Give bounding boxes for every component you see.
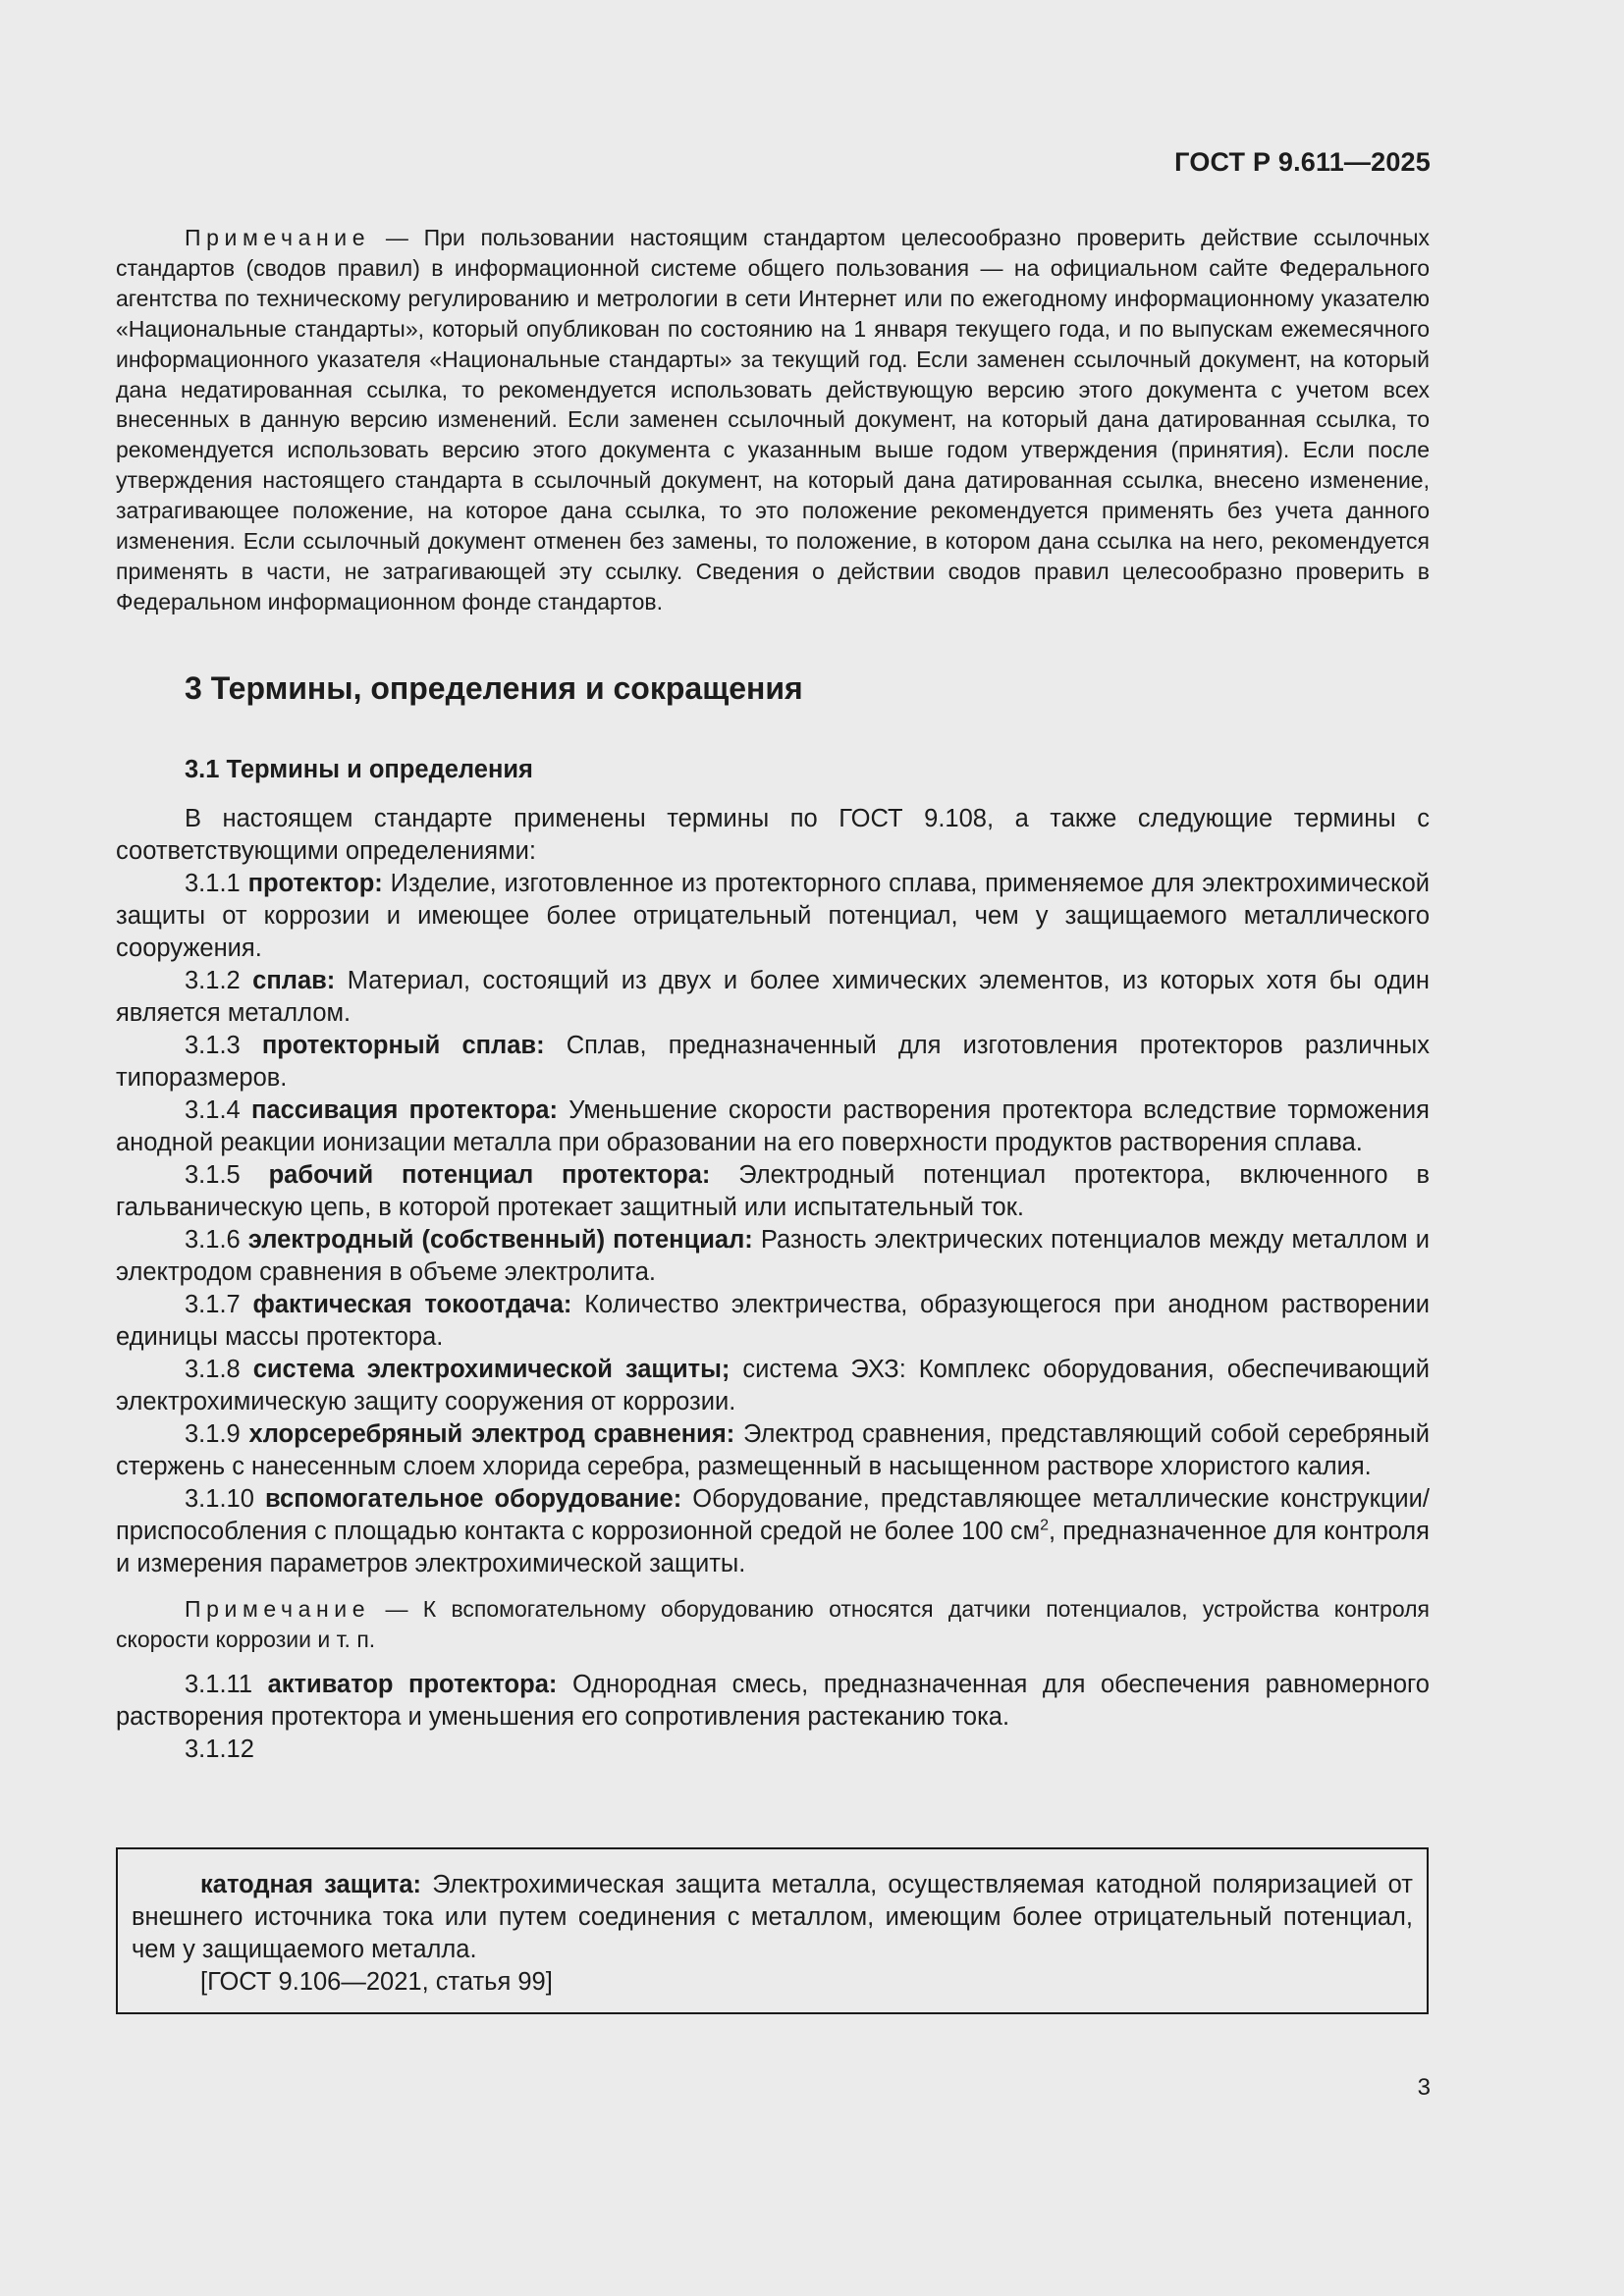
term-entry: 3.1.4 пассивация протектора: Уменьшение скорости растворения протектора вследствие торможения анодной реакции ионизации металла при образовании на его поверхности продуктов растворения сплава. xyxy=(116,1096,1430,1156)
document-code: ГОСТ Р 9.611—2025 xyxy=(1174,147,1431,177)
term-entry: 3.1.3 протекторный сплав: Сплав, предназначенный для изготовления протекторов различных типоразмеров. xyxy=(116,1032,1430,1092)
term-entry: 3.1.8 система электрохимической защиты; система ЭХЗ: Комплекс оборудования, обеспечивающий электрохимическую защиту сооружения от коррозии. xyxy=(116,1356,1430,1415)
boxed-term-definition xyxy=(116,1847,1429,2014)
term-entry: 3.1.9 хлорсеребряный электрод сравнения: Электрод сравнения, представляющий собой серебряный стержень с нанесенным слоем хлорида серебра, размещенный в насыщенном растворе хлористого калия. xyxy=(116,1420,1430,1480)
term-number-only: 3.1.12 xyxy=(185,1735,254,1763)
subsection-heading: 3.1 Термины и определения xyxy=(185,756,533,783)
term-entry: 3.1.7 фактическая токоотдача: Количество электричества, образующегося при анодном растворении единицы массы протектора. xyxy=(116,1291,1430,1351)
terms-intro: В настоящем стандарте применены термины по ГОСТ 9.108, а также следующие термины с соответствующими определениями: xyxy=(116,805,1430,865)
note-text: — При пользовании настоящим стандартом целесообразно проверить действие ссылочных стандартов (сводов правил) в информационной системе общего пользования — на официальном сайте Федерального агентства по техническому регулированию и метрологии в сети Интернет или по ежегодному информационному указателю «Национальные стандарты», который опубликован по состоянию на 1 января текущего года, и по выпускам ежемесячного информационного указателя «Национальные стандарты» за текущий год. Если заменен ссылочный документ, на который дана недатированная ссылка, то рекомендуется использовать действующую версию этого документа с учетом всех внесенных в данную версию изменений. Если заменен ссылочный документ, на который дана датированная ссылка, то рекомендуется использовать версию этого документа с указанным выше годом утверждения (принятия). Если после утверждения настоящего стандарта в ссылочный документ, на который дана датированная ссылка, внесено изменение, затрагивающее положение, на которое дана ссылка, то это положение рекомендуется применять без учета данного изменения. Если ссылочный документ отменен без замены, то положение, в котором дана ссылка на него, рекомендуется применять в части, не затрагивающей эту ссылку. Сведения о действии сводов правил целесообразно проверить в Федеральном информационном фонде стандартов. xyxy=(116,225,1430,614)
note-label: Примечание xyxy=(185,225,371,250)
boxed-source: [ГОСТ 9.106—2021, статья 99] xyxy=(200,1968,553,1996)
equipment-note: Примечание — К вспомогательному оборудованию относятся датчики потенциалов, устройства контроля скорости коррозии и т. п. xyxy=(116,1596,1430,1652)
term-entry: 3.1.2 сплав: Материал, состоящий из двух и более химических элементов, из которых хотя бы один является металлом. xyxy=(116,967,1430,1027)
term-entry: 3.1.6 электродный (собственный) потенциал: Разность электрических потенциалов между металлом и электродом сравнения в объеме электролита. xyxy=(116,1226,1430,1286)
term-entry: 3.1.1 протектор: Изделие, изготовленное из протекторного сплава, применяемое для электрохимической защиты от коррозии и имеющее более отрицательный потенциал, чем у защищаемого металлического сооружения. xyxy=(116,870,1430,962)
terms-body xyxy=(116,803,1430,1766)
page-number: 3 xyxy=(1417,2074,1431,2101)
term-entry: 3.1.5 рабочий потенциал протектора: Электродный потенциал протектора, включенного в гальваническую цепь, в которой протекает защитный или испытательный ток. xyxy=(116,1161,1430,1221)
term-entry: 3.1.11 активатор протектора: Однородная смесь, предназначенная для обеспечения равномерного растворения протектора и уменьшения его сопротивления растеканию тока. xyxy=(116,1671,1430,1731)
reference-note xyxy=(116,223,1430,617)
section-heading: 3 Термины, определения и сокращения xyxy=(185,670,803,706)
term-entry: 3.1.10 вспомогательное оборудование: Оборудование, представляющее металлические конструкции/приспособления с площадью контакта с коррозионной средой не более 100 $см^2$, предназначенное для контроля и измерения параметров электрохимической защиты. xyxy=(116,1485,1430,1577)
boxed-term: катодная защита: Электрохимическая защита металла, осуществляемая катодной поляризацией от внешнего источника тока или путем соединения с металлом, имеющим более отрицательный потенциал, чем у защищаемого металла. xyxy=(132,1871,1413,1963)
